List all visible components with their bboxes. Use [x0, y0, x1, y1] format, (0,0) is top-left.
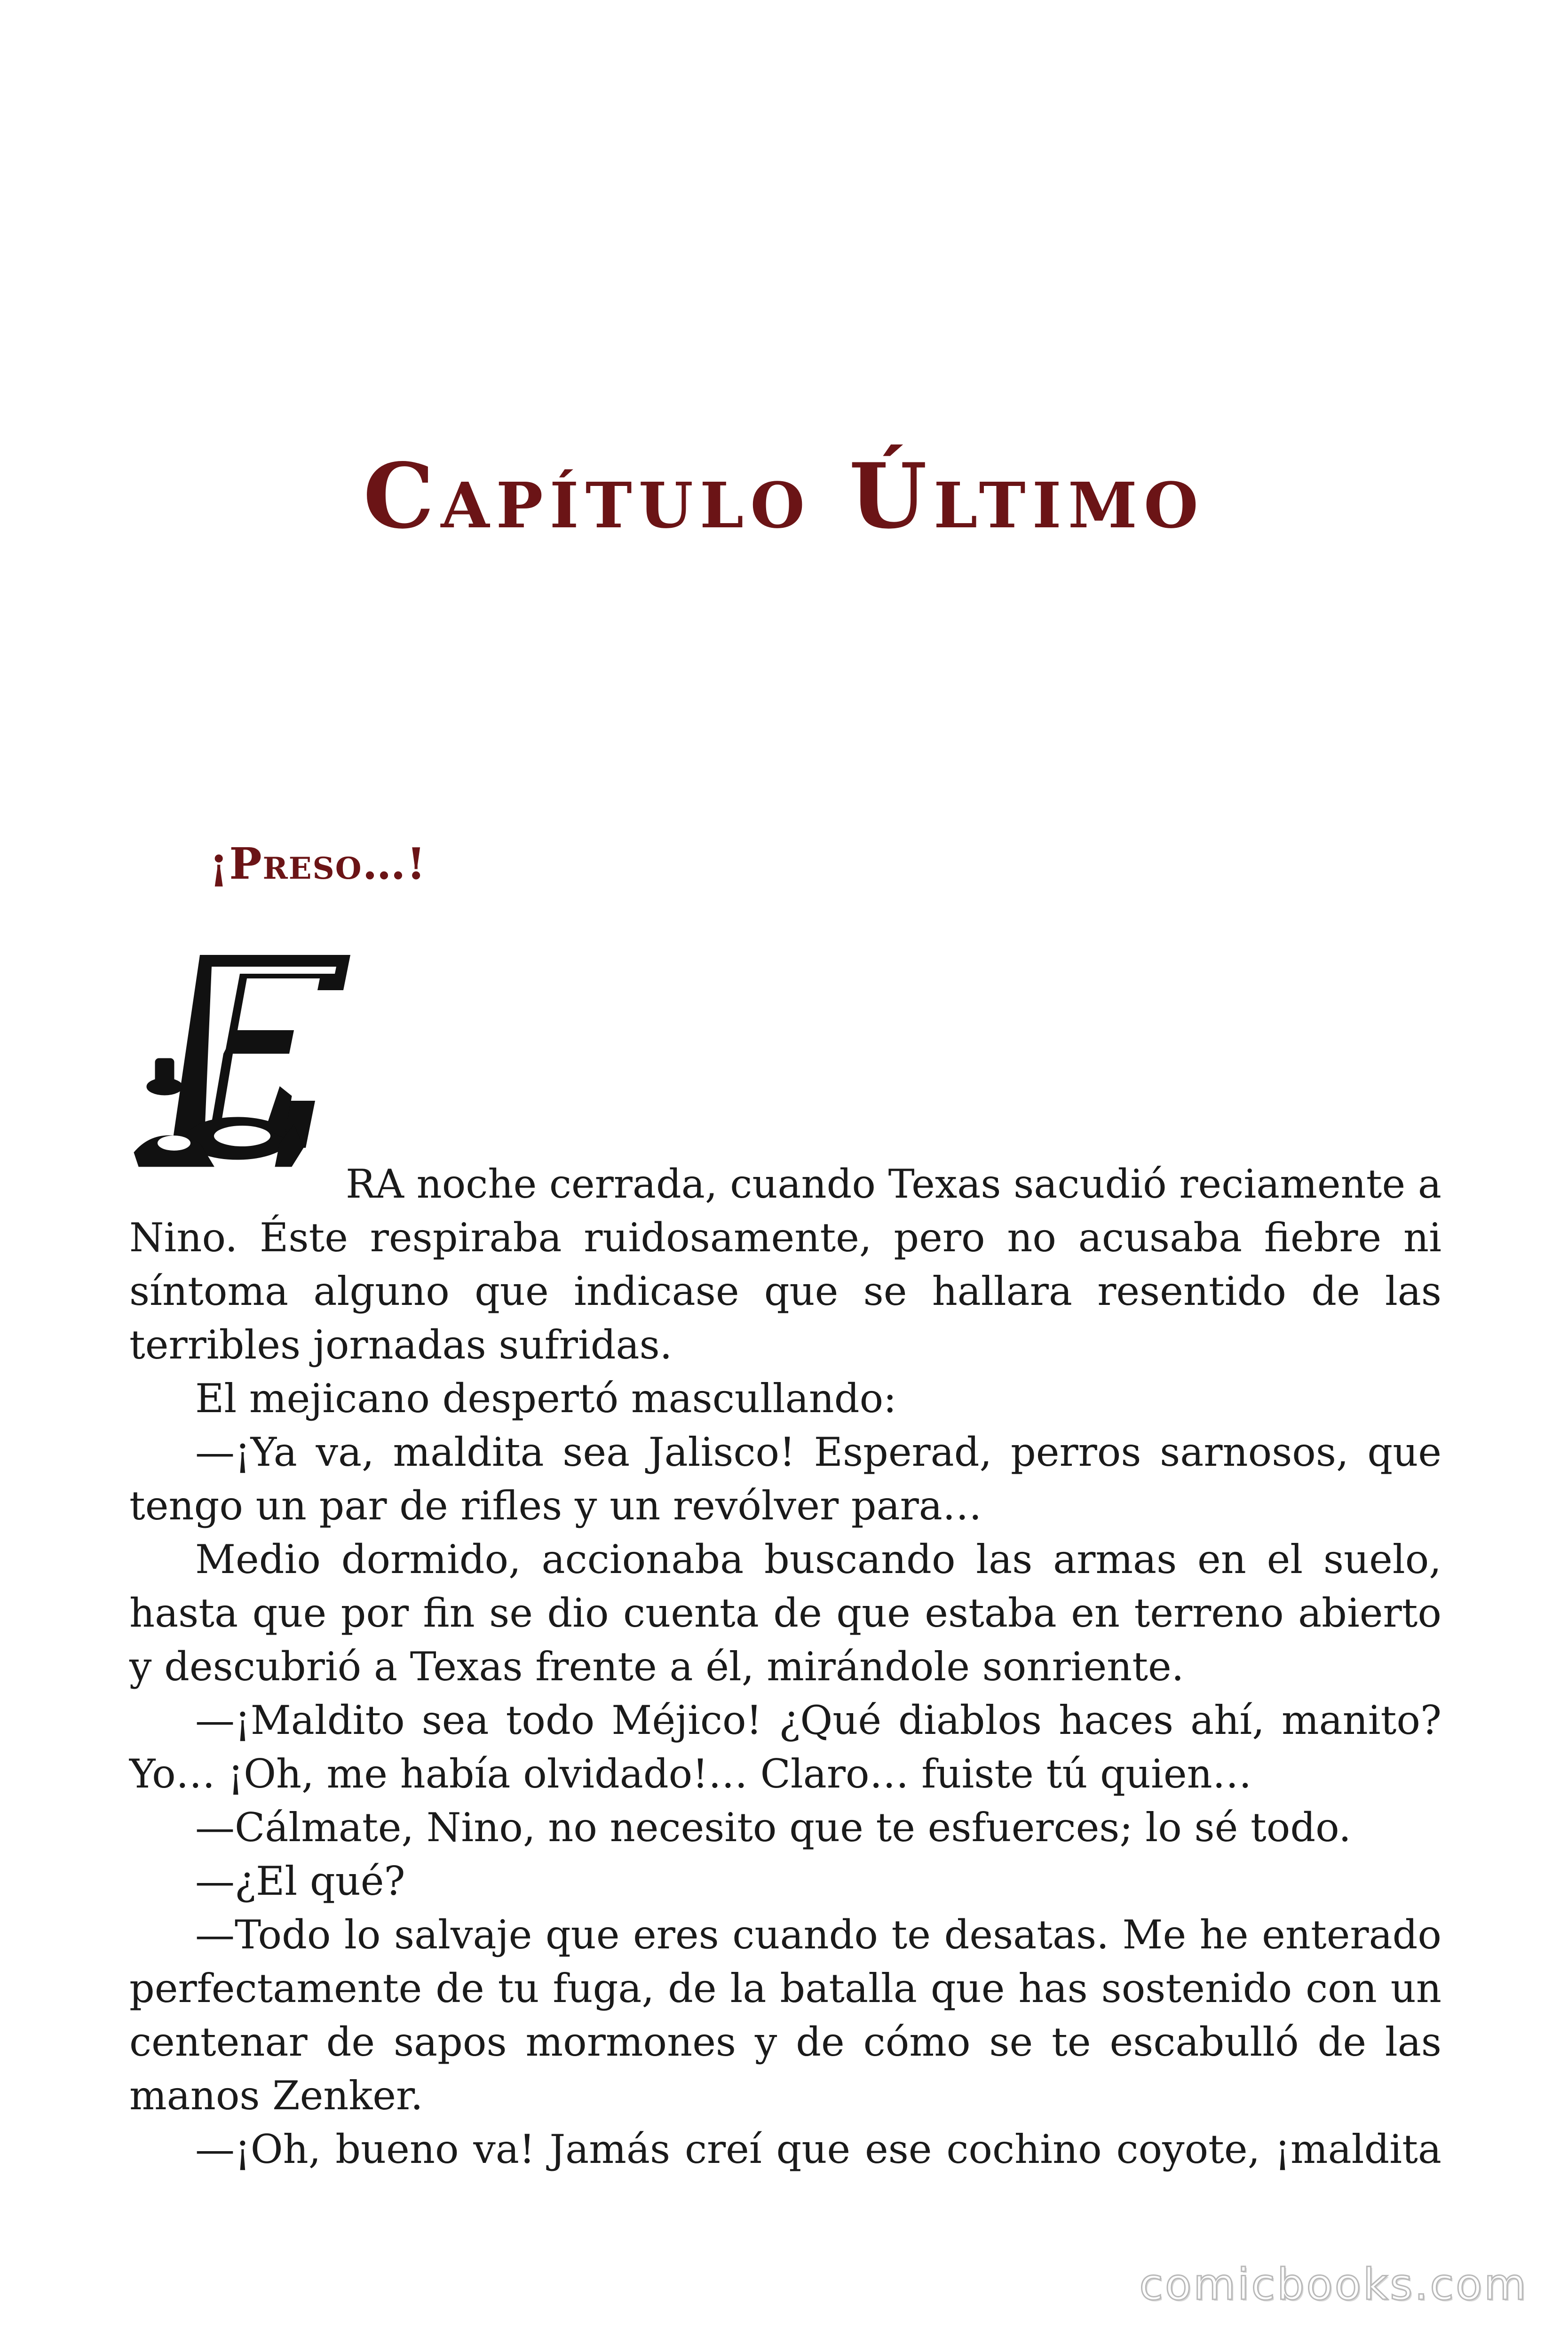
drop-cap-e-icon	[129, 946, 350, 1181]
first-line-text: RA noche cerrada, cuando Texas sacudió reciamente a	[346, 1161, 1441, 1207]
paragraph-text: Nino. Éste respiraba ruidosamente, pero no acusaba fiebre ni síntoma alguno que indicase que se hallara resentido de las terribles jornadas sufridas.	[129, 1215, 1441, 1368]
watermark: comicbooks.com	[1139, 2259, 1528, 2310]
section-heading: ¡Preso…!	[209, 838, 427, 889]
paragraph: —¿El qué?	[195, 1858, 405, 1904]
paragraph: —Cálmate, Nino, no necesito que te esfuerces; lo sé todo.	[195, 1804, 1351, 1851]
paragraph: —Todo lo salvaje que eres cuando te desatas. Me he enterado perfectamente de tu fuga, de la batalla que has sostenido con un centenar de sapos mormones y de cómo se te escabulló de las manos Zenker.	[129, 1912, 1441, 2119]
chapter-body	[129, 1157, 1441, 2176]
drop-cap-illustration	[129, 946, 350, 1181]
paragraph	[129, 1157, 1441, 1372]
paragraph: —¡Oh, bueno va! Jamás creí que ese cochino coyote, ¡maldita	[195, 2126, 1441, 2172]
paragraph: El mejicano despertó mascullando:	[195, 1375, 897, 1422]
paragraph: Medio dormido, accionaba buscando las armas en el suelo, hasta que por fin se dio cuenta de que estaba en terreno abierto y descubrió a Texas frente a él, mirándole sonriente.	[129, 1536, 1441, 1690]
paragraph: —¡Ya va, maldita sea Jalisco! Esperad, perros sarnosos, que tengo un par de rifles y un revólver para…	[129, 1429, 1441, 1529]
paragraph: —¡Maldito sea todo Méjico! ¿Qué diablos haces ahí, manito? Yo… ¡Oh, me había olvidado!… Claro… fuiste tú quien…	[129, 1697, 1441, 1797]
chapter-title: Capítulo Último	[363, 444, 1205, 548]
